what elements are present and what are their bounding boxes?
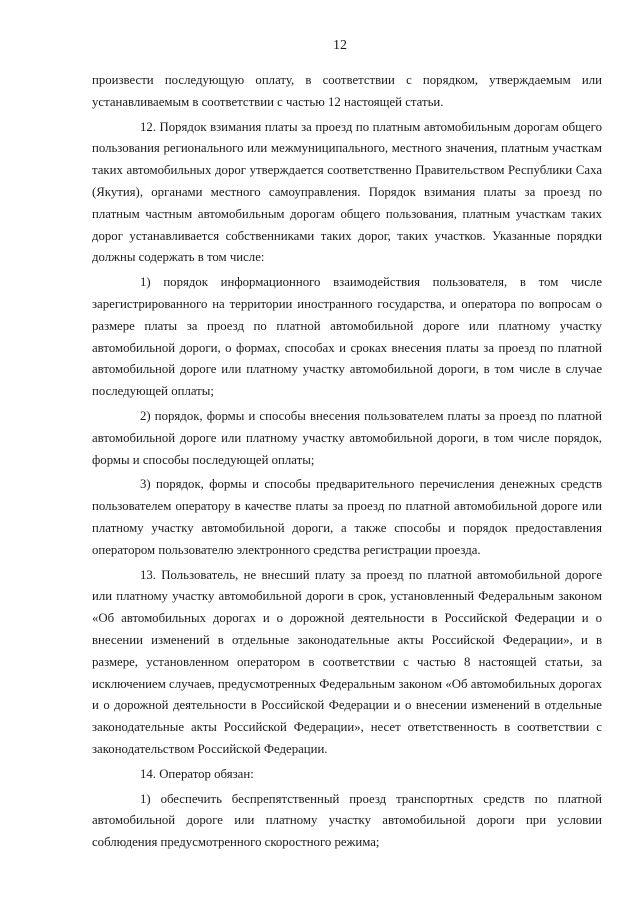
paragraph-item-2: 2) порядок, формы и способы внесения пользователем платы за проезд по платной автомобильной дороге или платному участку автомобильной дороги, в том числе порядок, формы и способы последующей оплаты; (92, 408, 602, 467)
page-number: 12 (333, 38, 347, 53)
paragraph-section-13: 13. Пользователь, не внесший плату за проезд по платной автомобильной дороге или платному участку автомобильной дороги в срок, установленный Федеральным законом «Об автомобильных дорогах и о дорожной деятельности в Российской Федерации и о внесении изменений в отдельные законодательные акты Российской Федерации», и в размере, установленном оператором в соответствии с частью 8 настоящей статьи, за исключением случаев, предусмотренных Федеральным законом «Об автомобильных дорогах и о дорожной деятельности в Российской Федерации и о внесении изменений в отдельные законодательные акты Российской Федерации», несет ответственность в соответствии с законодательством Российской Федерации. (92, 567, 602, 756)
paragraph-continuation: произвести последующую оплату, в соответствии с порядком, утверждаемым или устанавливаемым в соответствии с частью 12 настоящей статьи. (92, 73, 602, 109)
paragraph-section-12: 12. Порядок взимания платы за проезд по платным автомобильным дорогам общего пользования регионального или межмуниципального, местного значения, платным участкам таких автомобильных дорог утверждается соответственно Правительством Республики Саха (Якутия), органами местного самоуправления. Порядок взимания платы за проезд по платным частным автомобильным дорогам общего пользования, платным участкам таких дорог устанавливается собственниками таких дорог, таких участков. Указанные порядки должны содержать в том числе: (92, 119, 602, 265)
paragraph-section-14-item-1: 1) обеспечить беспрепятственный проезд транспортных средств по платной автомобильной дороге или платному участку автомобильной дороги при условии соблюдения предусмотренного скоростного режима; (92, 791, 602, 850)
paragraph-section-14: 14. Оператор обязан: (140, 766, 254, 781)
document-body (92, 70, 602, 854)
paragraph-item-3: 3) порядок, формы и способы предварительного перечисления денежных средств пользователем оператору в качестве платы за проезд по платной автомобильной дороге или платному участку автомобильной дороги, а также способы и порядок предоставления оператором пользователю электронного средства регистрации проезда. (92, 477, 602, 557)
paragraph-item-1: 1) порядок информационного взаимодействия пользователя, в том числе зарегистрированного на территории иностранного государства, и оператора по вопросам о размере платы за проезд по платной автомобильной дороге или платному участку автомобильной дороги, о формах, способах и сроках внесения платы за проезд по платной автомобильной дороге или платному участку автомобильной дороги, в том числе в случае последующей оплаты; (92, 275, 602, 399)
